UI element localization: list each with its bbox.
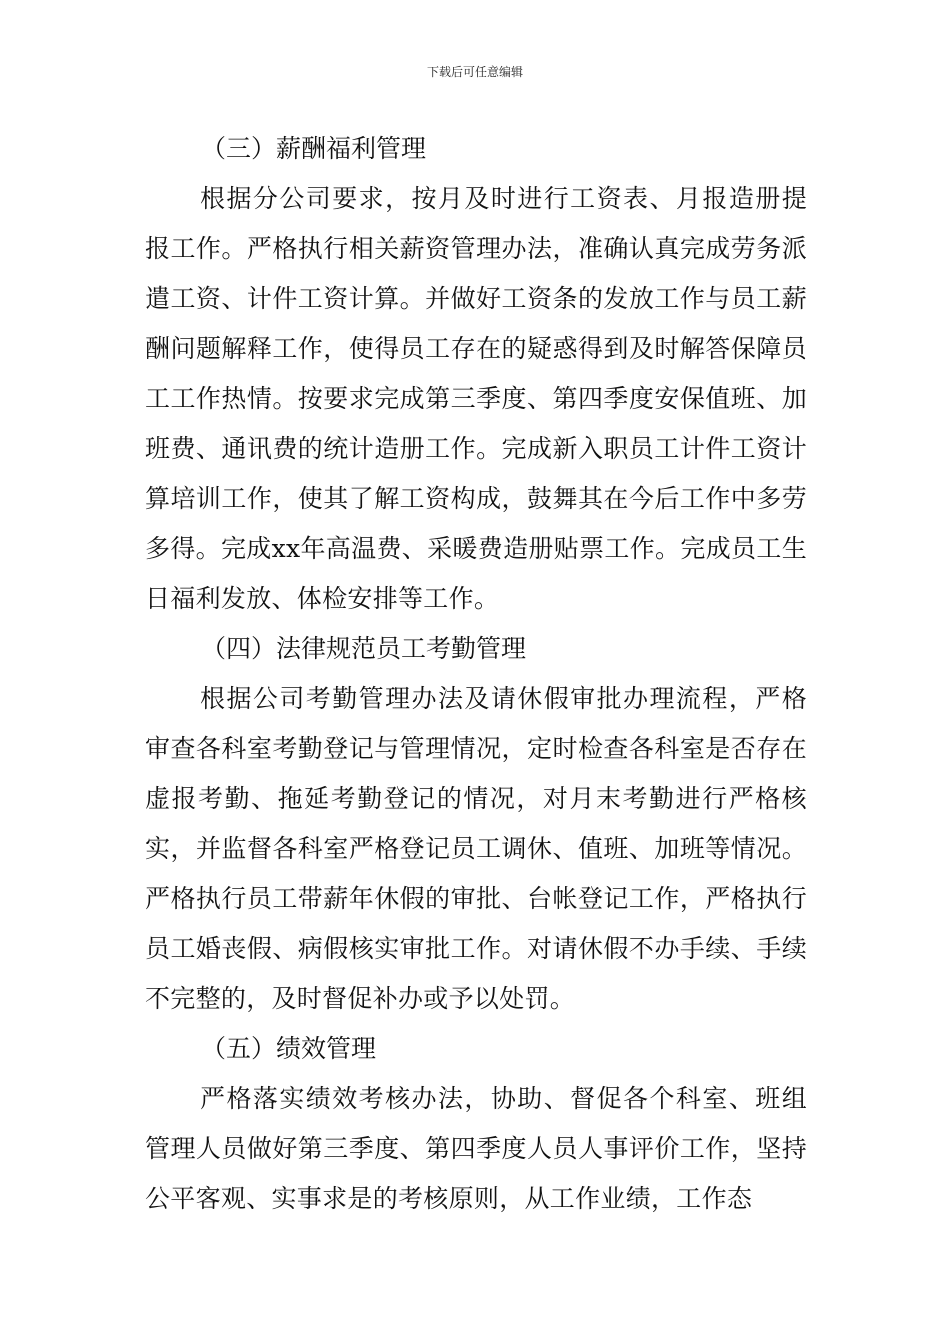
section-paragraph: 根据分公司要求，按月及时进行工资表、月报造册提报工作。严格执行相关薪资管理办法，准确认真完成劳务派遣工资、计件工资计算。并做好工资条的发放工作与员工薪酬问题解释工作，使得员工存在的疑惑得到及时解答保障员工工作热情。按要求完成第三季度、第四季度安保值班、加班费、通讯费的统计造册工作。完成新入职员工计件工资计算培训工作，使其了解工资构成，鼓舞其在今后工作中多劳多得。完成xx年高温费、采暖费造册贴票工作。完成员工生日福利发放、体检安排等工作。 bbox=[145, 184, 807, 613]
page-header: 下载后可任意编辑 bbox=[426, 65, 523, 79]
section-paragraph: 根据公司考勤管理办法及请休假审批办理流程，严格审查各科室考勤登记与管理情况，定时检查各科室是否存在虚报考勤、拖延考勤登记的情况，对月末考勤进行严格核实，并监督各科室严格登记员工调休、值班、加班等情况。严格执行员工带薪年休假的审批、台帐登记工作，严格执行员工婚丧假、病假核实审批工作。对请休假不办手续、手续不完整的，及时督促补办或予以处罚。 bbox=[145, 684, 807, 1013]
section-heading: （五）绩效管理 bbox=[201, 1034, 377, 1063]
section-salary-benefits bbox=[145, 124, 807, 624]
section-performance bbox=[145, 1024, 807, 1224]
section-heading: （三）薪酬福利管理 bbox=[201, 134, 427, 163]
section-heading: （四）法律规范员工考勤管理 bbox=[201, 634, 527, 663]
section-attendance bbox=[145, 624, 807, 1024]
section-paragraph: 严格落实绩效考核办法，协助、督促各个科室、班组管理人员做好第三季度、第四季度人员人事评价工作，坚持公平客观、实事求是的考核原则，从工作业绩，工作态 bbox=[145, 1084, 807, 1213]
document-body bbox=[145, 124, 807, 1224]
